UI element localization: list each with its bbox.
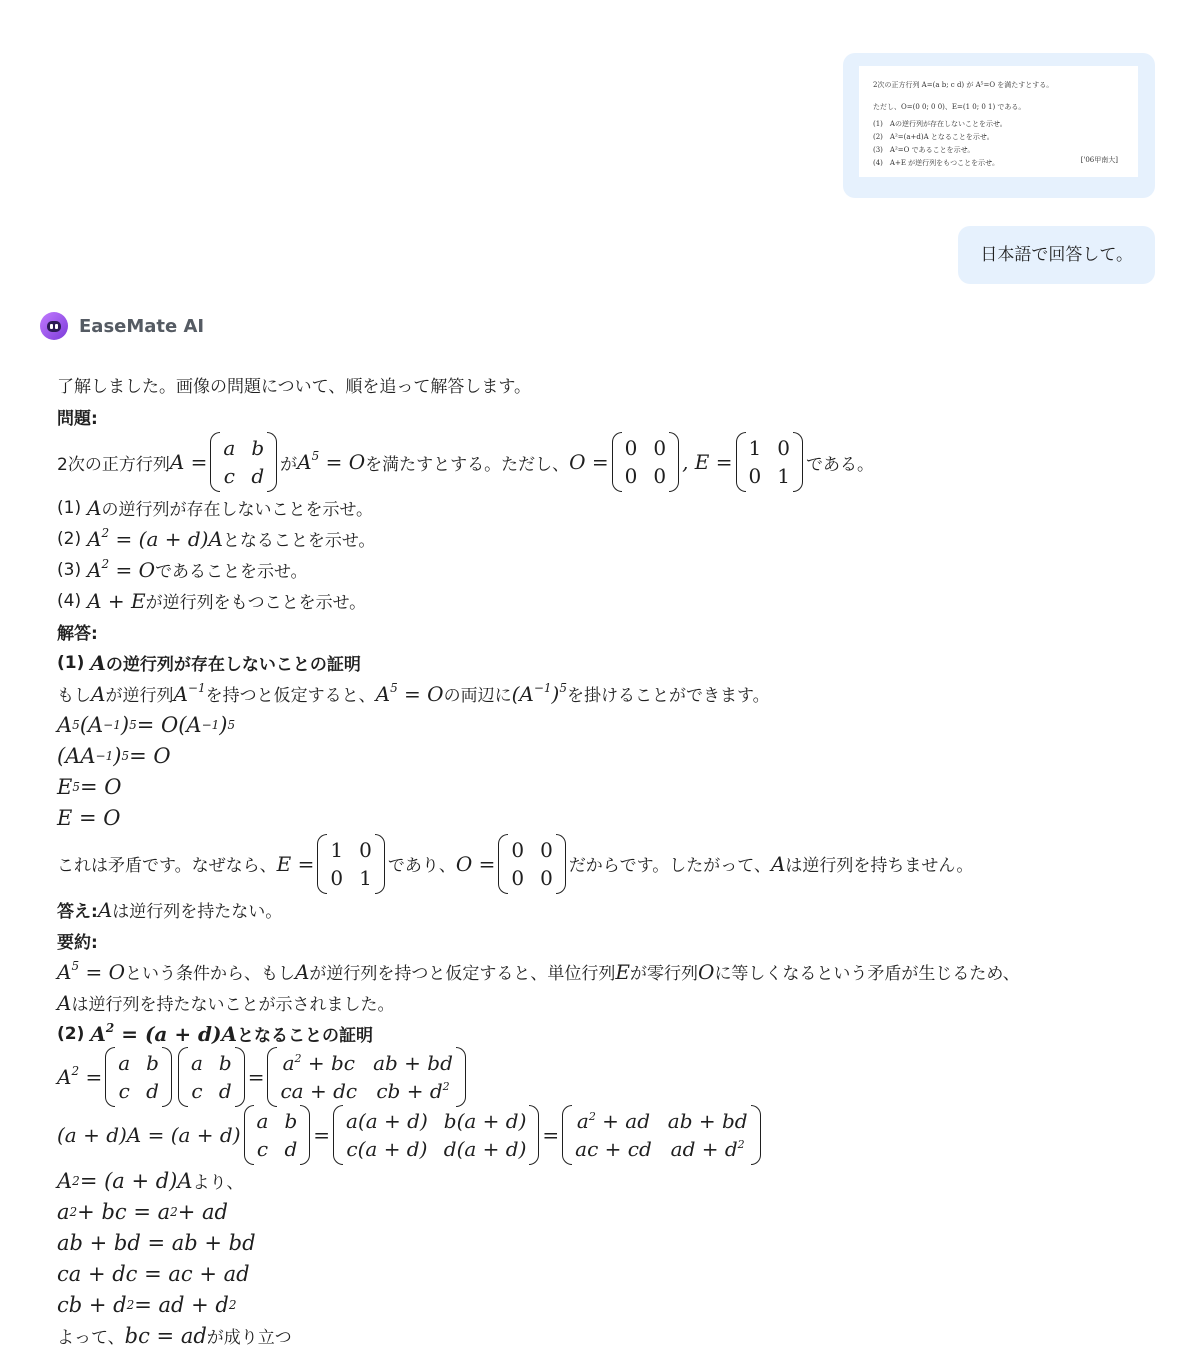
equation: a 2 + bc = a 2 + ad: [57, 1199, 228, 1224]
problem-statement: 2次の正方行列 A = a b c d が $A^5 = O$ を満たすとする。ただし、 O = 0 0 0 0 , E = 1 0 0 1 である。: [57, 432, 1167, 492]
question-2: (2) $A^2 = (a + d)A$ となることを示せ。: [57, 525, 376, 551]
thumb-line: 2次の正方行列 A=(a b; c d) が A⁵=O を満たすとする。: [873, 81, 1054, 89]
equation: (AA −1 ) 5 = O: [57, 743, 171, 768]
equation: E 5 = O: [57, 774, 122, 799]
thumb-line: (2) A²=(a+d)A となることを示せ。: [873, 133, 994, 141]
matrix-a: a b c d: [210, 432, 277, 492]
matrix-o: 0 0 0 0: [498, 834, 565, 894]
assistant-name: EaseMate AI: [79, 315, 205, 337]
question-1: (1) A の逆行列が存在しないことを示せ。: [57, 495, 374, 520]
summary-label: 要約:: [57, 933, 98, 953]
equation: ca + dc = ac + ad: [57, 1261, 250, 1286]
equation-trace-a: (a + d)A = (a + d) a b c d = a(a + d) b(a + d) c(a + d) d(a + d) = $a^2$ + ad ab + bd ac + cd ad + $d^2$: [57, 1105, 1167, 1165]
answer-1: 答え: A は逆行列を持たない。: [57, 897, 283, 922]
equation: ab + bd = ab + bd: [57, 1230, 256, 1255]
equation: cb + d 2 = ad + d 2: [57, 1292, 237, 1317]
user-text-message: 日本語で回答して。: [958, 226, 1155, 284]
easemate-logo-icon: [40, 312, 68, 340]
matrix-o: 0 0 0 0: [612, 432, 679, 492]
thumb-line: (3) A²=O であることを示せ。: [873, 146, 975, 154]
problem-image-thumbnail[interactable]: [859, 66, 1138, 177]
answer-label: 解答:: [57, 624, 98, 644]
assistant-answer: [57, 368, 1167, 1351]
thumb-line: ただし、O=(0 0; 0 0)、E=(1 0; 0 1) である。: [873, 103, 1026, 111]
proof-2-title: (2) $A^2 = (a + d)A$ となることの証明: [57, 1020, 374, 1046]
thumb-line: (4) A+E が逆行列をもつことを示せ。: [873, 159, 999, 167]
equation: E = O: [57, 805, 121, 830]
conclusion-line: よって、 bc = ad が成り立つ: [57, 1323, 292, 1348]
thumb-source: ['06甲南大]: [1080, 156, 1118, 164]
summary-text: $A^5 = O$ という条件から、もし A が逆行列を持つと仮定すると、単位行列 E が零行列 O に等しくなるという矛盾が生じるため、: [57, 958, 1020, 984]
user-image-message[interactable]: [843, 53, 1155, 198]
answer-intro: 了解しました。画像の問題について、順を追って解答します。: [57, 377, 531, 397]
question-4: (4) A + E が逆行列をもつことを示せ。: [57, 588, 367, 613]
thumb-line: (1) Aの逆行列が存在しないことを示せ。: [873, 120, 1007, 128]
proof-1-title: (1) A の逆行列が存在しないことの証明: [57, 650, 361, 675]
equation-a-squared: $A^2$ = a b c d a b c d = $a^2$ + bc ab + bd ca + dc cb + $d^2$: [57, 1049, 1167, 1105]
equation: A 2 = (a + d)A より、: [57, 1168, 244, 1193]
problem-label: 問題:: [57, 409, 98, 429]
contradiction-line: これは矛盾です。なぜなら、 E = 1 0 0 1 であり、 O = 0 0 0 0 だからです。したがって、 A は逆行列を持ちません。: [57, 833, 1167, 894]
equation: A 5 (A −1 ) 5 = O(A −1 ) 5: [57, 712, 236, 737]
question-3: (3) $A^2 = O$ であることを示せ。: [57, 556, 308, 582]
summary-text: A は逆行列を持たないことが示されました。: [57, 990, 395, 1015]
matrix-e: 1 0 0 1: [317, 834, 384, 894]
assistant-header: [40, 312, 204, 340]
proof-1-text: もし A が逆行列 $A^{-1}$ を持つと仮定すると、 $A^5 = O$ の両辺に $(A^{-1})^5$ を掛けることができます。: [57, 680, 770, 706]
matrix-e: 1 0 0 1: [736, 432, 803, 492]
